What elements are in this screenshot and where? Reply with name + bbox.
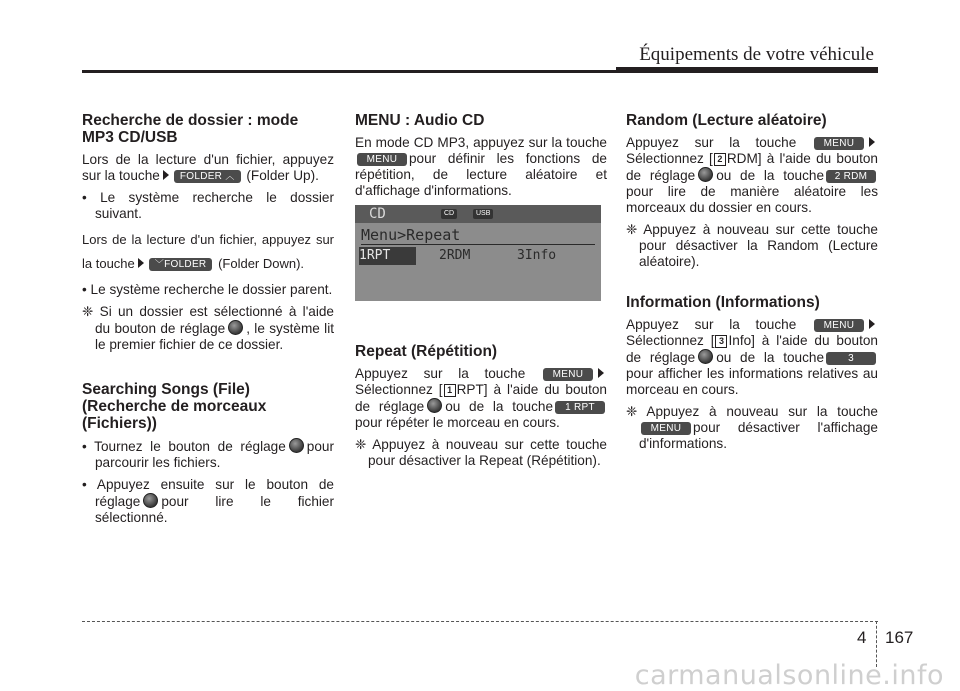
chapter-number: 4 — [857, 628, 867, 647]
menu-button-icon: MENU — [641, 422, 691, 435]
screen-option-info: 3Info — [517, 248, 557, 263]
screen-menu-path: Menu>Repeat — [361, 226, 461, 244]
menu-button-icon: MENU — [814, 319, 864, 332]
three-button-icon: 3 — [826, 352, 876, 365]
menu-button-icon: MENU — [814, 137, 864, 150]
list-item: • Appuyez ensuite sur le bouton de réglage pour lire le fichier sélectionné. — [82, 477, 334, 525]
number-2-icon: 2 — [714, 153, 726, 166]
list-item: • Tournez le bouton de réglage pour parcourir les fichiers. — [82, 439, 334, 470]
cd-menu-screen-image — [355, 205, 601, 301]
paragraph: Appuyez sur la touche MENU Sélectionnez [ 2 RDM] à l'aide du bouton de réglage ou de la touche 2 RDM pour lire de manière aléatoire les morceaux du dossier en cours. — [626, 135, 878, 215]
screen-option-rdm: 2RDM — [439, 248, 471, 263]
screen-option-rpt: 1RPT — [359, 247, 416, 265]
section-heading-menu-audio-cd: MENU : Audio CD — [355, 112, 485, 129]
paragraph: Appuyez sur la touche MENU Sélectionnez [ 1 RPT] à l'aide du bouton de réglage ou de la touche 1 RPT pour répéter le morceau en cours. — [355, 366, 607, 430]
page-header-title: Équipements de votre véhicule — [639, 44, 874, 65]
arrow-icon — [138, 258, 144, 268]
rdm-button-icon: 2 RDM — [826, 170, 876, 183]
tune-knob-icon — [228, 320, 243, 335]
section-heading-information: Information (Informations) — [626, 294, 820, 311]
arrow-icon — [598, 368, 604, 378]
note: ❈ Si un dossier est sélectionné à l'aide du bouton de réglage , le système lit le premier fichier de ce dossier. — [82, 304, 334, 352]
arrow-icon — [163, 170, 169, 180]
number-1-icon: 1 — [444, 384, 456, 397]
rpt-button-icon: 1 RPT — [555, 401, 605, 414]
section-heading-repeat: Repeat (Répétition) — [355, 343, 498, 360]
header-rule — [82, 70, 878, 73]
arrow-icon — [869, 319, 875, 329]
section-heading-searching-songs: Searching Songs (File) (Recherche de morceaux (Fichiers)) — [82, 381, 267, 432]
arrow-icon — [869, 137, 875, 147]
menu-button-icon: MENU — [543, 368, 593, 381]
paragraph: En mode CD MP3, appuyez sur la toucheMENU pour définir les fonctions de répétition, de lecture aléatoire et d'affichage d'informations. — [355, 135, 607, 198]
paragraph: Lors de la lecture d'un fichier, appuyez sur la touche ﹀FOLDER (Folder Down). — [82, 232, 334, 271]
paragraph: Appuyez sur la touche MENU Sélectionnez [ 3 Info] à l'aide du bouton de réglage ou de la touche 3 pour afficher les informations relatives au morceau en cours. — [626, 317, 878, 397]
screen-top-bar: CD CD USB — [355, 205, 601, 223]
usb-tag: USB — [473, 209, 493, 219]
list-item: • Le système recherche le dossier suivant. — [82, 190, 334, 221]
cd-tag: CD — [441, 209, 457, 219]
section-heading-folder-search: Recherche de dossier : mode MP3 CD/USB — [82, 112, 299, 146]
note: ❈ Appuyez à nouveau sur la toucheMENU pour désactiver l'affichage d'informations. — [626, 404, 878, 451]
note: ❈ Appuyez à nouveau sur cette touche pour désactiver la Random (Lecture aléatoire). — [626, 222, 878, 269]
tune-knob-icon — [289, 438, 304, 453]
page-number: 167 — [885, 628, 914, 647]
paragraph: Lors de la lecture d'un fichier, appuyez sur la touche FOLDER ︿ (Folder Up). — [82, 152, 334, 183]
tune-knob-icon — [698, 349, 713, 364]
folder-down-button-icon: ﹀FOLDER — [149, 258, 213, 271]
column-2 — [355, 112, 607, 475]
note: ❈ Appuyez à nouveau sur cette touche pour désactiver la Repeat (Répétition). — [355, 437, 607, 468]
number-3-icon: 3 — [715, 335, 727, 348]
watermark: carmanualsonline.info — [634, 660, 944, 691]
column-1 — [82, 112, 334, 532]
column-3 — [626, 112, 878, 458]
menu-button-icon: MENU — [357, 153, 407, 166]
tune-knob-icon — [698, 167, 713, 182]
divider — [361, 244, 595, 245]
list-item: • Le système recherche le dossier parent. — [82, 282, 333, 297]
tune-knob-icon — [143, 493, 158, 508]
section-heading-random: Random (Lecture aléatoire) — [626, 112, 827, 129]
tune-knob-icon — [427, 398, 442, 413]
folder-up-button-icon: FOLDER ︿ — [174, 170, 241, 183]
footer-rule — [82, 621, 878, 622]
